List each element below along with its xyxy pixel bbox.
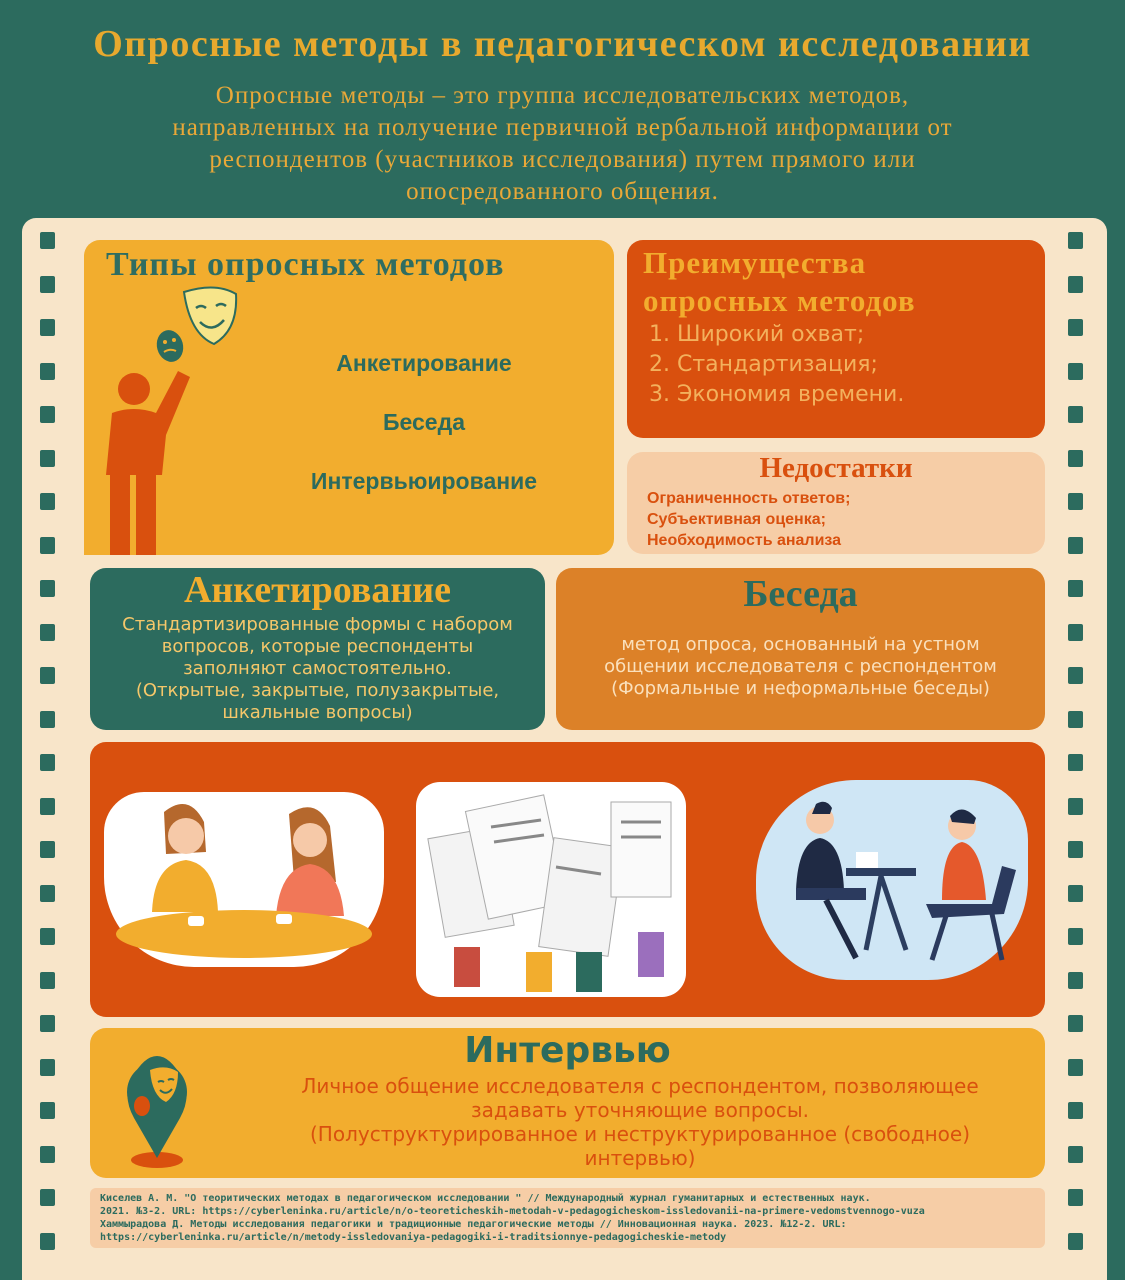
sprocket-hole <box>1068 363 1083 380</box>
reference-line: https://cyberleninka.ru/article/n/metody-issledovaniya-pedagogiki-i-traditsionnye-pedagogicheskie-metody <box>100 1232 727 1243</box>
interview-panel <box>90 1028 1045 1178</box>
questionnaire-title: Анкетирование <box>183 569 452 611</box>
sprocket-hole <box>40 406 55 423</box>
sprocket-hole <box>1068 1102 1083 1119</box>
sprocket-hole <box>40 537 55 554</box>
survey-forms-icon <box>416 782 686 997</box>
sprocket-hole <box>40 363 55 380</box>
questionnaire-illustration <box>416 782 686 997</box>
sprocket-hole <box>1068 972 1083 989</box>
advantage-item: 1. Широкий охват; <box>649 322 865 347</box>
advantage-item: 2. Стандартизация; <box>649 352 878 377</box>
sprocket-hole <box>1068 1015 1083 1032</box>
conversation-description <box>556 634 1045 700</box>
two-women-talking-icon <box>104 792 384 967</box>
disadvantage-item: Необходимость анализа <box>647 532 842 549</box>
disadvantage-item: Ограниченность ответов; <box>647 490 851 507</box>
subtitle-line: респондентов (участников исследования) путем прямого или <box>209 146 916 173</box>
sprocket-hole <box>40 885 55 902</box>
subtitle-line: направленных на получение первичной вербальной информации от <box>172 114 953 141</box>
questionnaire-line: Стандартизированные формы с набором <box>122 614 513 635</box>
conversation-title: Беседа <box>743 573 858 615</box>
types-title: Типы опросных методов <box>106 246 505 283</box>
masks-pin-icon <box>112 1046 202 1170</box>
questionnaire-description <box>90 614 545 724</box>
sprocket-hole <box>1068 493 1083 510</box>
interview-illustration <box>756 780 1028 980</box>
sprocket-hole <box>1068 276 1083 293</box>
interview-scene-icon <box>756 780 1028 980</box>
types-panel <box>84 240 614 555</box>
type-item-questionnaire: Анкетирование <box>336 350 512 376</box>
sprocket-hole <box>1068 1233 1083 1250</box>
sprocket-hole <box>1068 711 1083 728</box>
questionnaire-line: заполняют самостоятельно. <box>183 658 452 679</box>
sprocket-hole <box>1068 450 1083 467</box>
sprocket-hole <box>40 928 55 945</box>
disadvantages-list <box>647 488 850 551</box>
subtitle-line: опосредованного общения. <box>406 178 719 205</box>
reference-line: Хаммырадова Д. Методы исследования педагогики и традиционные педагогические методы // Инновационная наука. 2023. №12-2. URL: <box>100 1219 847 1230</box>
disadvantage-item: Субъективная оценка; <box>647 511 826 528</box>
interview-line: интервью) <box>584 1146 696 1170</box>
advantage-item: 3. Экономия времени. <box>649 382 905 407</box>
sprocket-hole <box>1068 754 1083 771</box>
sprocket-hole <box>40 319 55 336</box>
interview-title: Интервью <box>464 1030 671 1071</box>
theater-masks-icon <box>134 282 244 372</box>
questionnaire-line: вопросов, которые респонденты <box>161 636 474 657</box>
sprocket-hole <box>1068 841 1083 858</box>
sprocket-hole <box>1068 232 1083 249</box>
sprocket-hole <box>1068 1146 1083 1163</box>
questionnaire-panel <box>90 568 545 730</box>
page-title: Опросные методы в педагогическом исследовании <box>93 23 1032 65</box>
advantages-panel <box>627 240 1045 438</box>
sprocket-hole <box>40 667 55 684</box>
interview-line: Личное общение исследователя с респондентом, позволяющее <box>301 1074 979 1098</box>
sprocket-hole <box>40 841 55 858</box>
sprocket-hole <box>40 450 55 467</box>
speaker-figure-icon <box>98 365 193 555</box>
sprocket-hole <box>1068 928 1083 945</box>
page-subtitle <box>80 80 1045 208</box>
references-panel <box>90 1188 1045 1248</box>
sprocket-hole <box>40 580 55 597</box>
reference-line: Киселев А. М. "О теоритических методах в педагогическом исследовании " // Международный журнал гуманитарных и естественных наук. <box>100 1193 871 1204</box>
sprocket-hole <box>1068 580 1083 597</box>
questionnaire-line: шкальные вопросы) <box>222 702 413 723</box>
advantages-list <box>649 320 904 410</box>
sprocket-hole <box>40 276 55 293</box>
conversation-illustration <box>104 792 384 967</box>
sprocket-hole <box>40 798 55 815</box>
sprocket-hole <box>40 624 55 641</box>
subtitle-line: Опросные методы – это группа исследовательских методов, <box>215 82 910 109</box>
advantages-title-line: опросных методов <box>643 283 916 318</box>
sprocket-hole <box>40 493 55 510</box>
sprocket-hole <box>1068 667 1083 684</box>
sprocket-hole <box>40 1102 55 1119</box>
disadvantages-title: Недостатки <box>759 452 913 484</box>
sprocket-hole <box>40 1189 55 1206</box>
type-item-interview: Интервьюирование <box>310 468 538 494</box>
sprocket-hole <box>1068 1059 1083 1076</box>
conversation-line: (Формальные и неформальные беседы) <box>611 678 990 699</box>
sprocket-hole <box>1068 624 1083 641</box>
type-item-conversation: Беседа <box>383 409 465 435</box>
sprocket-hole <box>40 1146 55 1163</box>
sprocket-hole <box>40 1233 55 1250</box>
sprocket-hole <box>1068 1189 1083 1206</box>
sprocket-hole <box>40 232 55 249</box>
sprocket-hole <box>40 972 55 989</box>
conversation-line: метод опроса, основанный на устном <box>621 634 980 655</box>
sprocket-hole <box>40 1015 55 1032</box>
sprocket-hole <box>40 1059 55 1076</box>
advantages-title <box>643 244 916 320</box>
questionnaire-line: (Открытые, закрытые, полузакрытые, <box>135 680 500 701</box>
sprocket-hole <box>1068 406 1083 423</box>
sprocket-hole <box>40 711 55 728</box>
disadvantages-panel <box>627 452 1045 554</box>
interview-line: задавать уточняющие вопросы. <box>471 1098 809 1122</box>
illustrations-panel <box>90 742 1045 1017</box>
advantages-title-line: Преимущества <box>643 245 867 280</box>
conversation-line: общении исследователя с респондентом <box>604 656 997 677</box>
conversation-panel <box>556 568 1045 730</box>
sprocket-hole <box>1068 319 1083 336</box>
interview-line: (Полуструктурированное и неструктурированное (свободное) <box>310 1122 970 1146</box>
reference-line: 2021. №3-2. URL: https://cyberleninka.ru/article/n/o-teoreticheskih-metodah-v-pedagogicheskom-issledovanii-na-primere-vedomstvennogo-vuza <box>100 1206 925 1217</box>
sprocket-hole <box>1068 885 1083 902</box>
interview-description <box>220 1074 1060 1170</box>
sprocket-hole <box>40 754 55 771</box>
sprocket-hole <box>1068 798 1083 815</box>
sprocket-hole <box>1068 537 1083 554</box>
